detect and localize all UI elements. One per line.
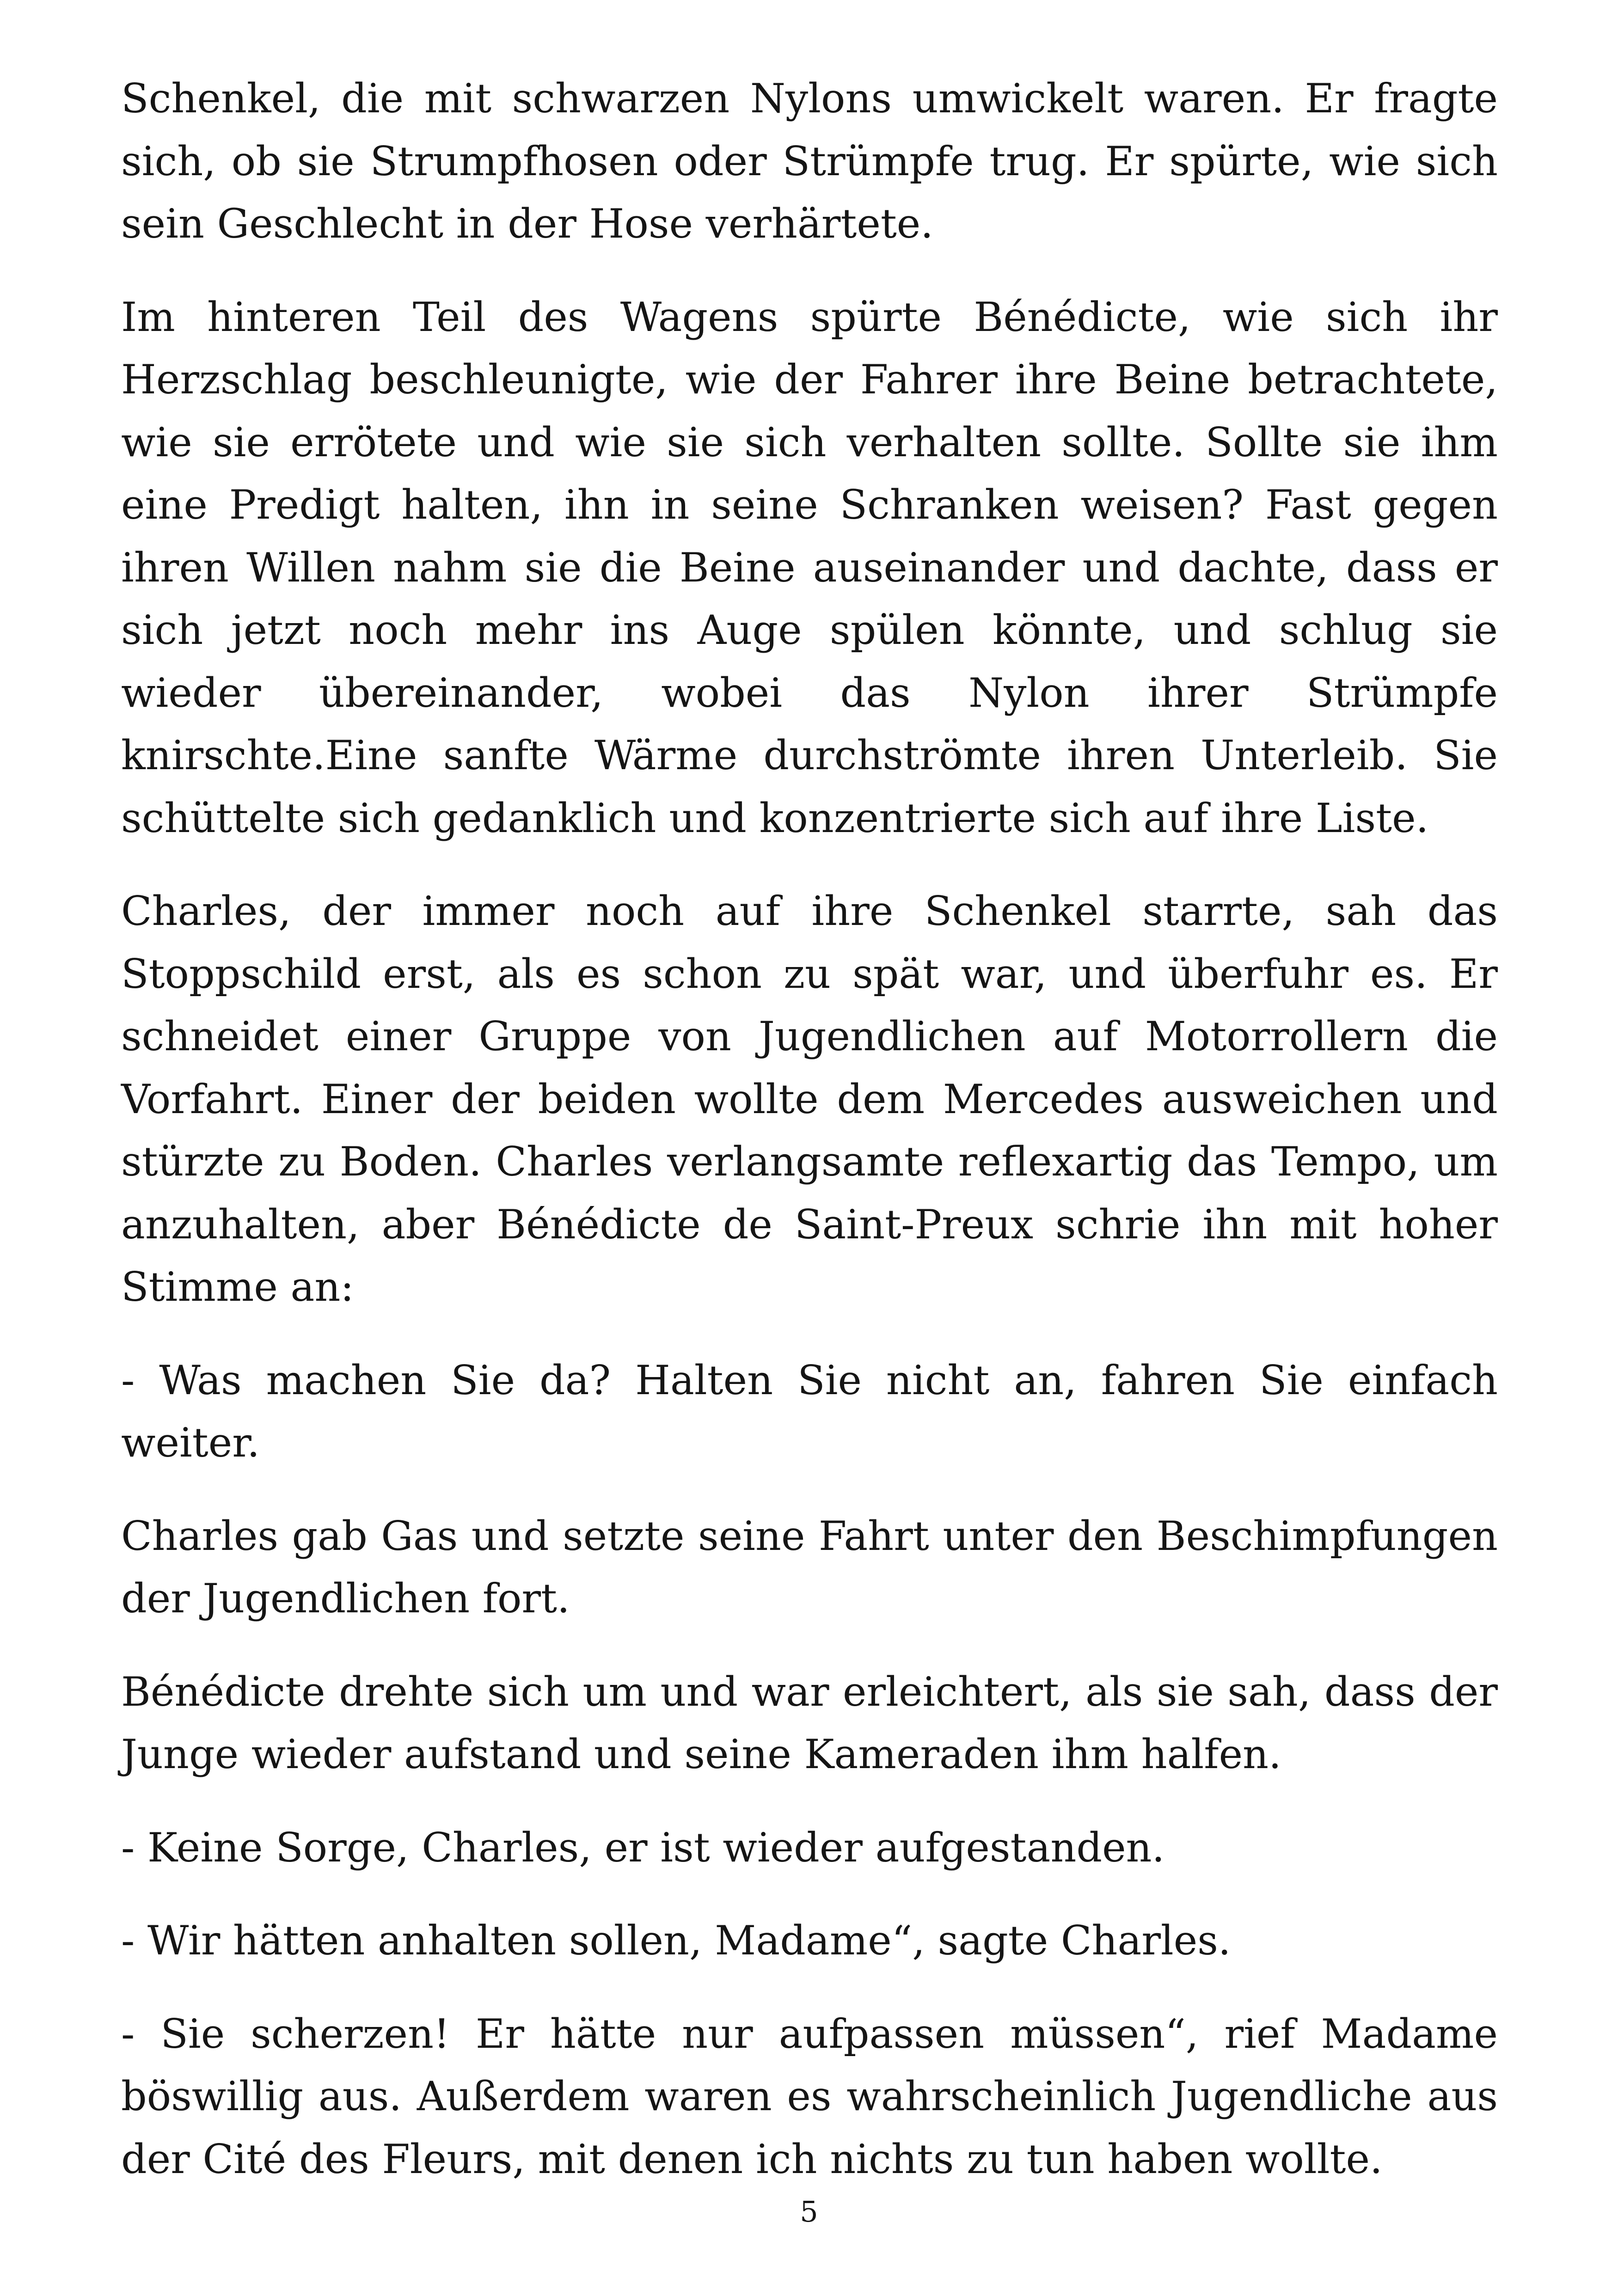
dialogue-line: - Sie scherzen! Er hätte nur aufpassen müssen“, rief Madame böswillig aus. Außerdem waren es wahrscheinlich Jugendliche aus der Cité des Fleurs, mit denen ich nichts zu tun haben wollte.	[121, 2010, 1498, 2183]
paragraph: Im hinteren Teil des Wagens spürte Bénédicte, wie sich ihr Herzschlag beschleunigte, wie der Fahrer ihre Beine betrachtete, wie sie errötete und wie sie sich verhalten sollte. Sollte sie ihm eine Predigt halten, ihn in seine Schranken weisen? Fast gegen ihren Willen nahm sie die Beine auseinander und dachte, dass er sich jetzt noch mehr ins Auge spülen könnte, und schlug sie wieder übereinander, wobei das Nylon ihrer Strümpfe knirschte.Eine sanfte Wärme durchströmte ihren Unterleib. Sie schüttelte sich gedanklich und konzentrierte sich auf ihre Liste.	[121, 293, 1498, 842]
paragraph: Bénédicte drehte sich um und war erleichtert, als sie sah, dass der Junge wieder aufstand und seine Kameraden ihm halfen.	[121, 1668, 1498, 1778]
dialogue-line: - Wir hätten anhalten sollen, Madame“, sagte Charles.	[121, 1917, 1231, 1964]
body-text	[121, 67, 1498, 2221]
page-number: 5	[800, 2195, 818, 2229]
paragraph: Charles gab Gas und setzte seine Fahrt unter den Beschimpfungen der Jugendlichen fort.	[121, 1512, 1498, 1622]
paragraph: Schenkel, die mit schwarzen Nylons umwickelt waren. Er fragte sich, ob sie Strumpfhosen oder Strümpfe trug. Er spürte, wie sich sein Geschlecht in der Hose verhärtete.	[121, 75, 1498, 247]
paragraph: Charles, der immer noch auf ihre Schenkel starrte, sah das Stoppschild erst, als es schon zu spät war, und überfuhr es. Er schneidet einer Gruppe von Jugendlichen auf Motorrollern die Vorfahrt. Einer der beiden wollte dem Mercedes ausweichen und stürzte zu Boden. Charles verlangsamte reflexartig das Tempo, um anzuhalten, aber Bénédicte de Saint-Preux schrie ihn mit hoher Stimme an:	[121, 888, 1498, 1310]
dialogue-line: - Was machen Sie da? Halten Sie nicht an, fahren Sie einfach weiter.	[121, 1356, 1498, 1466]
dialogue-line: - Keine Sorge, Charles, er ist wieder aufgestanden.	[121, 1824, 1165, 1871]
